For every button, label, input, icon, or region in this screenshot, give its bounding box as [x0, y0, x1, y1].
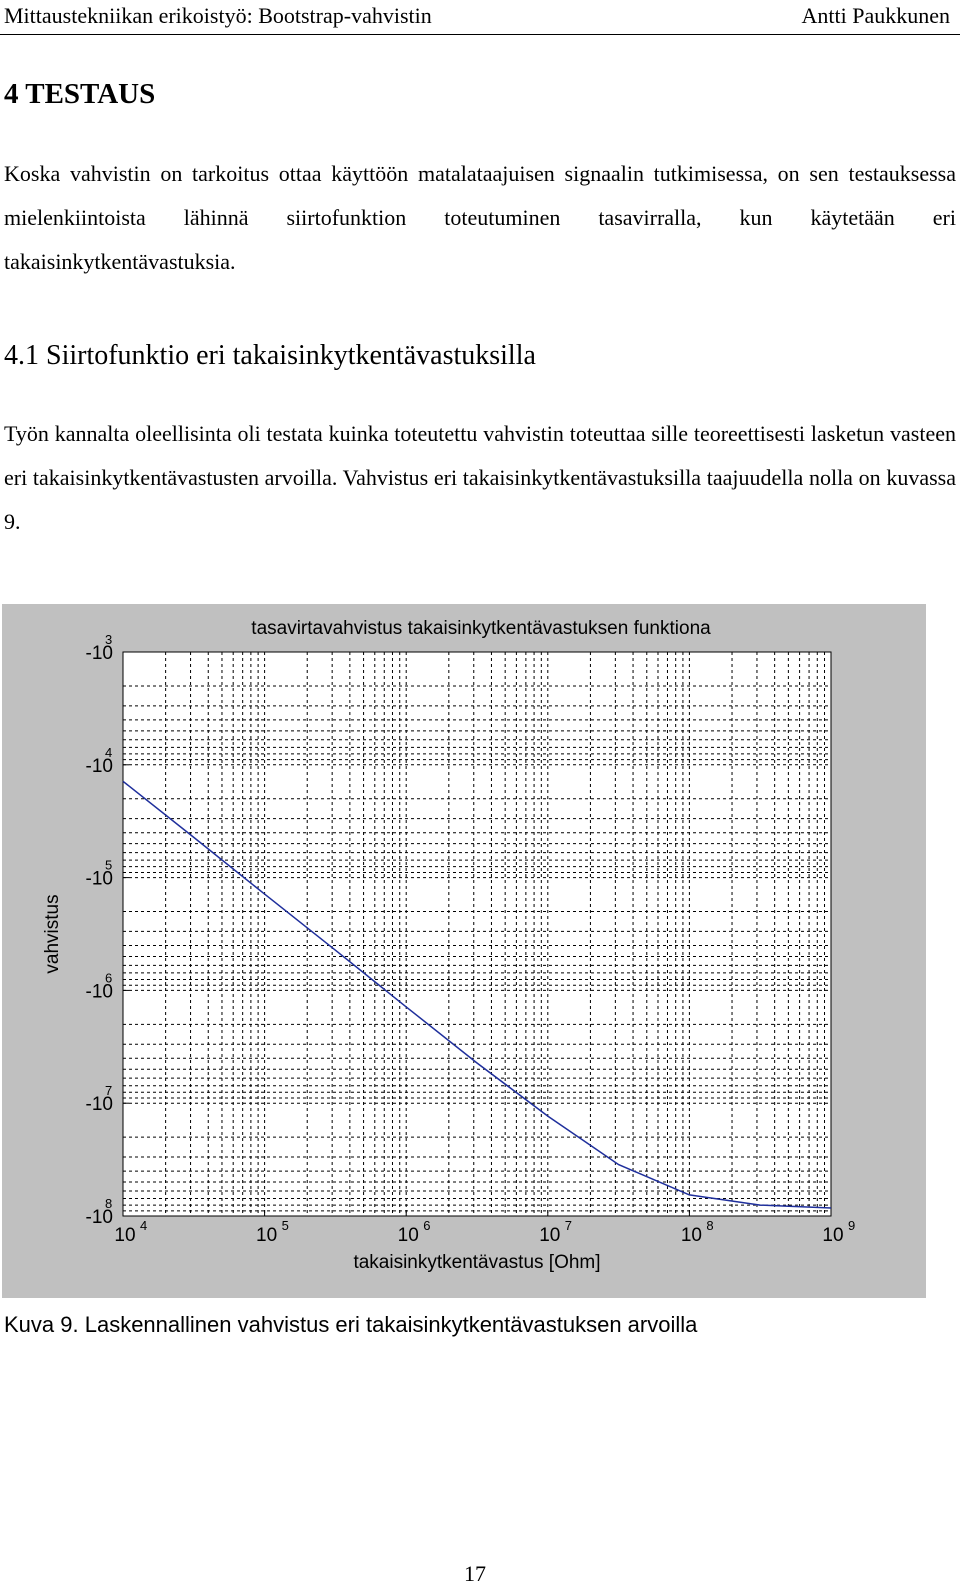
y-tick-exponent: 4	[105, 744, 113, 760]
y-tick-label: -10	[85, 1207, 113, 1228]
y-axis-label: vahvistus	[42, 894, 63, 974]
y-tick-label: -10	[85, 1094, 113, 1116]
x-tick-exponent: 5	[281, 1218, 289, 1233]
y-tick-label: -10	[85, 755, 113, 777]
figure-caption: Kuva 9. Laskennallinen vahvistus eri takaisinkytkentävastuksen arvoilla	[4, 1312, 698, 1337]
chart-svg	[2, 604, 926, 1298]
x-tick-label: 10	[397, 1225, 419, 1246]
figure-chart	[2, 604, 926, 1298]
page-header	[0, 0, 960, 35]
x-tick-exponent: 9	[848, 1218, 856, 1233]
header-author: Antti Paukkunen	[801, 3, 950, 28]
y-tick-label: -10	[85, 868, 113, 890]
plot-area	[123, 652, 831, 1216]
y-tick-exponent: 3	[105, 632, 113, 647]
page-number: 17	[464, 1561, 486, 1586]
x-tick-label: 10	[256, 1225, 278, 1246]
x-tick-exponent: 8	[706, 1218, 714, 1233]
x-tick-exponent: 7	[564, 1218, 573, 1233]
x-axis-label: takaisinkytkentävastus [Ohm]	[353, 1252, 601, 1273]
y-tick-label: -10	[85, 643, 113, 664]
x-tick-label: 10	[539, 1225, 561, 1246]
y-tick-exponent: 5	[105, 857, 113, 873]
section-heading: 4 TESTAUS	[4, 78, 156, 110]
x-tick-exponent: 4	[140, 1218, 148, 1233]
subsection-paragraph: Työn kannalta oleellisinta oli testata kuinka toteutettu vahvistin toteuttaa sille teoreettisesti lasketun vasteen eri takaisinkytkentävastusten arvoilla. Vahvistus eri takaisinkytkentävastuksilla taajuudella nolla on kuvassa 9.	[4, 421, 956, 534]
x-tick-label: 10	[680, 1225, 702, 1246]
chart-title: tasavirtavahvistus takaisinkytkentävastuksen funktiona	[251, 618, 711, 639]
section-paragraph: Koska vahvistin on tarkoitus ottaa käyttöön matalataajuisen signaalin tutkimisessa, on sen testauksessa mielenkiintoista lähinnä siirtofunktion toteutuminen tasavirralla, kun käytetään eri takaisinkytkentävastuksia.	[4, 161, 956, 274]
x-tick-exponent: 6	[423, 1218, 431, 1233]
y-tick-exponent: 6	[105, 970, 113, 986]
x-tick-label: 10	[114, 1225, 136, 1246]
y-tick-exponent: 8	[105, 1196, 113, 1211]
header-document-title: Mittaustekniikan erikoistyö: Bootstrap-vahvistin	[4, 3, 432, 28]
subsection-heading: 4.1 Siirtofunktio eri takaisinkytkentävastuksilla	[4, 340, 536, 371]
y-tick-label: -10	[85, 981, 113, 1003]
y-tick-exponent: 7	[105, 1083, 113, 1099]
x-tick-label: 10	[822, 1225, 844, 1246]
